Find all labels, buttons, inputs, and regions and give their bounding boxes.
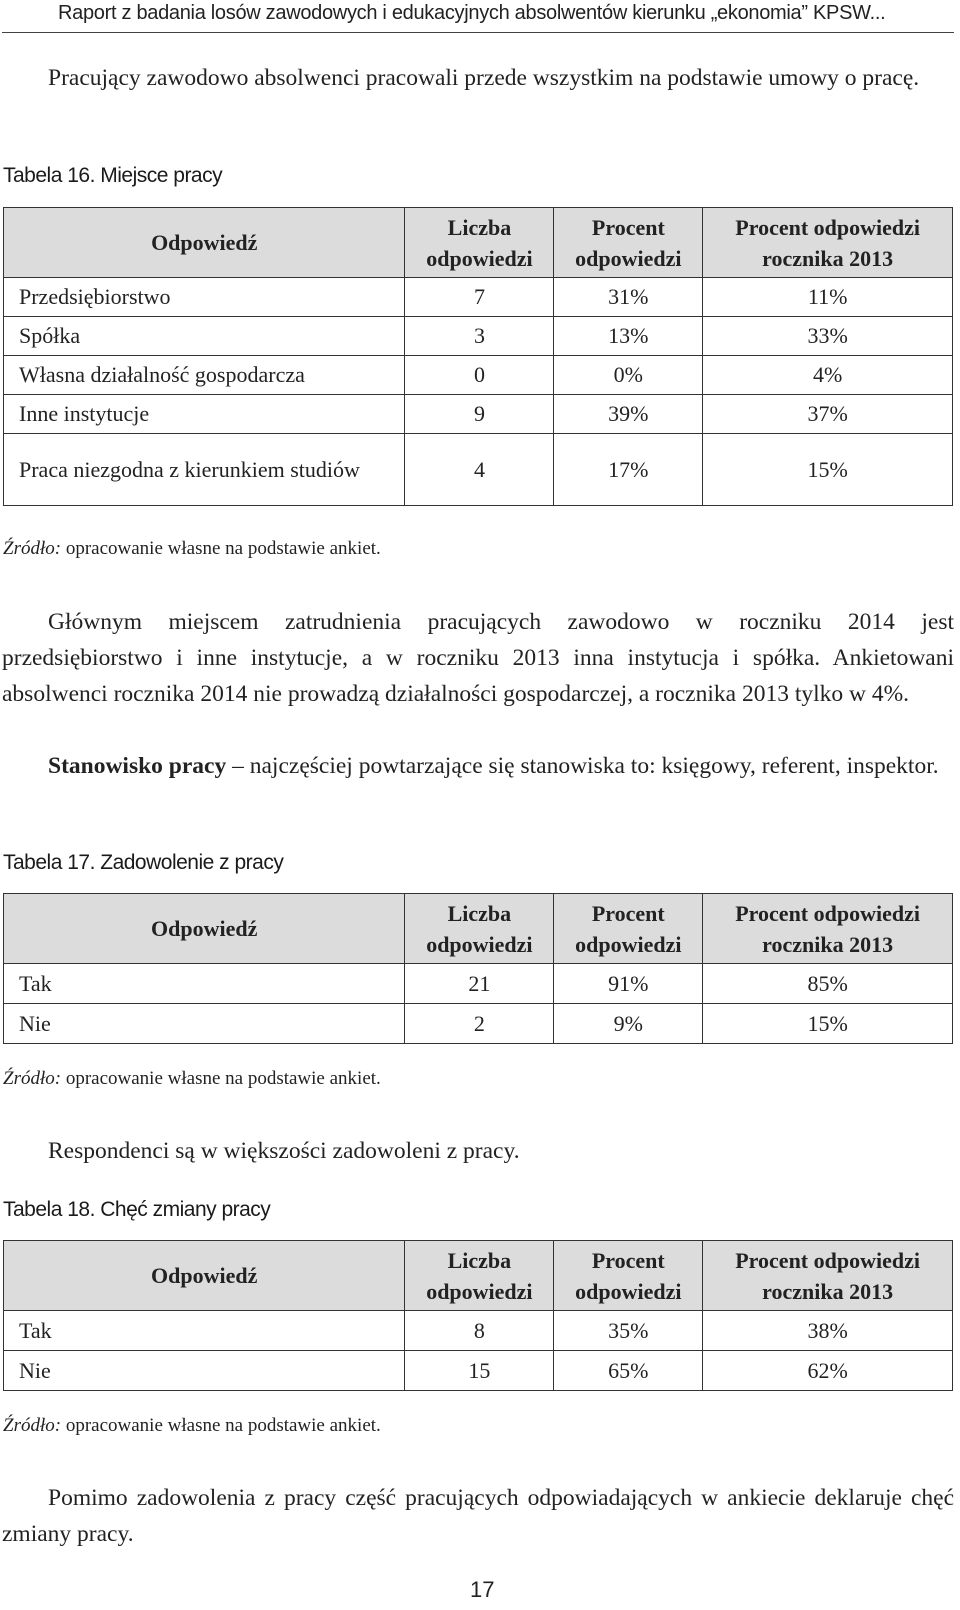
column-header-answer: Odpowiedź bbox=[4, 894, 405, 964]
cell-count: 21 bbox=[405, 964, 554, 1004]
table-row bbox=[4, 1004, 953, 1044]
paragraph-text: Pomimo zadowolenia z pracy część pracujących odpowiadających w ankiecie deklaruje chęć zmiany pracy. bbox=[2, 1485, 954, 1547]
cell-answer: Własna działalność gospodarcza bbox=[4, 356, 405, 395]
source-lead: Źródło: bbox=[3, 538, 62, 559]
cell-answer: Praca niezgodna z kierunkiem studiów bbox=[4, 434, 405, 506]
table-18-job-change bbox=[3, 1240, 953, 1391]
table-row bbox=[4, 278, 953, 317]
cell-answer: Nie bbox=[4, 1351, 405, 1391]
page-number: 17 bbox=[470, 1577, 495, 1602]
source-text: opracowanie własne na podstawie ankiet. bbox=[61, 1415, 381, 1436]
cell-count: 15 bbox=[405, 1351, 554, 1391]
source-text: opracowanie własne na podstawie ankiet. bbox=[61, 538, 381, 559]
paragraph-satisfaction bbox=[2, 1133, 954, 1169]
cell-answer: Inne instytucje bbox=[4, 395, 405, 434]
cell-percent: 31% bbox=[554, 278, 703, 317]
cell-percent: 35% bbox=[554, 1311, 703, 1351]
cell-percent-2013: 11% bbox=[703, 278, 953, 317]
paragraph-text: Respondenci są w większości zadowoleni z pracy. bbox=[48, 1138, 520, 1164]
table-header-row bbox=[4, 208, 953, 278]
cell-count: 8 bbox=[405, 1311, 554, 1351]
table-header-row bbox=[4, 894, 953, 964]
cell-percent: 0% bbox=[554, 356, 703, 395]
cell-count: 9 bbox=[405, 395, 554, 434]
cell-count: 4 bbox=[405, 434, 554, 506]
cell-percent: 65% bbox=[554, 1351, 703, 1391]
header-rule bbox=[2, 32, 954, 33]
column-header-percent-2013: Procent odpowiedzi rocznika 2013 bbox=[703, 208, 953, 278]
table-17-source bbox=[3, 1068, 381, 1090]
source-lead: Źródło: bbox=[3, 1068, 62, 1089]
table-row bbox=[4, 434, 953, 506]
cell-percent-2013: 15% bbox=[703, 1004, 953, 1044]
paragraph-text: Głównym miejscem zatrudnienia pracujących zawodowo w roczniku 2014 jest przedsiębiorstwo i inne instytucje, a w roczniku 2013 inna instytucja i spółka. Ankietowani absolwenci rocznika 2014 nie prowadzą działalności gospodarczej, a rocznika 2013 tylko w 4%. bbox=[2, 609, 954, 707]
cell-percent: 9% bbox=[554, 1004, 703, 1044]
paragraph-job-change bbox=[2, 1480, 954, 1552]
table-row bbox=[4, 1311, 953, 1351]
cell-count: 0 bbox=[405, 356, 554, 395]
cell-count: 3 bbox=[405, 317, 554, 356]
cell-percent-2013: 33% bbox=[703, 317, 953, 356]
paragraph-main-workplace bbox=[2, 604, 954, 712]
table-row bbox=[4, 1351, 953, 1391]
table-row bbox=[4, 964, 953, 1004]
table-row bbox=[4, 317, 953, 356]
cell-answer: Nie bbox=[4, 1004, 405, 1044]
paragraph-bold-lead: Stanowisko pracy bbox=[48, 753, 227, 779]
cell-percent-2013: 38% bbox=[703, 1311, 953, 1351]
cell-percent-2013: 37% bbox=[703, 395, 953, 434]
column-header-count: Liczba odpowiedzi bbox=[405, 894, 554, 964]
paragraph-job-position bbox=[2, 748, 954, 784]
source-lead: Źródło: bbox=[3, 1415, 62, 1436]
table-header-row bbox=[4, 1241, 953, 1311]
cell-percent-2013: 62% bbox=[703, 1351, 953, 1391]
cell-answer: Przedsiębiorstwo bbox=[4, 278, 405, 317]
cell-count: 2 bbox=[405, 1004, 554, 1044]
cell-count: 7 bbox=[405, 278, 554, 317]
cell-answer: Spółka bbox=[4, 317, 405, 356]
table-row bbox=[4, 356, 953, 395]
cell-percent: 91% bbox=[554, 964, 703, 1004]
column-header-count: Liczba odpowiedzi bbox=[405, 1241, 554, 1311]
paragraph-text: Pracujący zawodowo absolwenci pracowali przede wszystkim na podstawie umowy o pracę. bbox=[48, 65, 920, 91]
cell-percent-2013: 85% bbox=[703, 964, 953, 1004]
cell-percent: 17% bbox=[554, 434, 703, 506]
table-17-job-satisfaction bbox=[3, 893, 953, 1044]
running-header: Raport z badania losów zawodowych i edukacyjnych absolwentów kierunku „ekonomia” KPSW... bbox=[58, 2, 886, 24]
table-row bbox=[4, 395, 953, 434]
table-16-source bbox=[3, 538, 381, 560]
table-18-caption: Tabela 18. Chęć zmiany pracy bbox=[3, 1198, 271, 1221]
column-header-answer: Odpowiedź bbox=[4, 208, 405, 278]
cell-percent: 13% bbox=[554, 317, 703, 356]
paragraph-employment-contract bbox=[2, 60, 954, 96]
column-header-answer: Odpowiedź bbox=[4, 1241, 405, 1311]
column-header-count: Liczba odpowiedzi bbox=[405, 208, 554, 278]
cell-percent-2013: 15% bbox=[703, 434, 953, 506]
paragraph-text: – najczęściej powtarzające się stanowiska to: księgowy, referent, inspektor. bbox=[226, 753, 939, 779]
column-header-percent-2013: Procent odpowiedzi rocznika 2013 bbox=[703, 894, 953, 964]
table-16-caption: Tabela 16. Miejsce pracy bbox=[3, 164, 223, 187]
source-text: opracowanie własne na podstawie ankiet. bbox=[61, 1068, 381, 1089]
column-header-percent: Procent odpowiedzi bbox=[554, 208, 703, 278]
column-header-percent-2013: Procent odpowiedzi rocznika 2013 bbox=[703, 1241, 953, 1311]
cell-percent-2013: 4% bbox=[703, 356, 953, 395]
table-17-caption: Tabela 17. Zadowolenie z pracy bbox=[3, 851, 284, 874]
table-18-source bbox=[3, 1415, 381, 1437]
column-header-percent: Procent odpowiedzi bbox=[554, 894, 703, 964]
cell-percent: 39% bbox=[554, 395, 703, 434]
cell-answer: Tak bbox=[4, 964, 405, 1004]
column-header-percent: Procent odpowiedzi bbox=[554, 1241, 703, 1311]
cell-answer: Tak bbox=[4, 1311, 405, 1351]
table-16-workplace bbox=[3, 207, 953, 506]
